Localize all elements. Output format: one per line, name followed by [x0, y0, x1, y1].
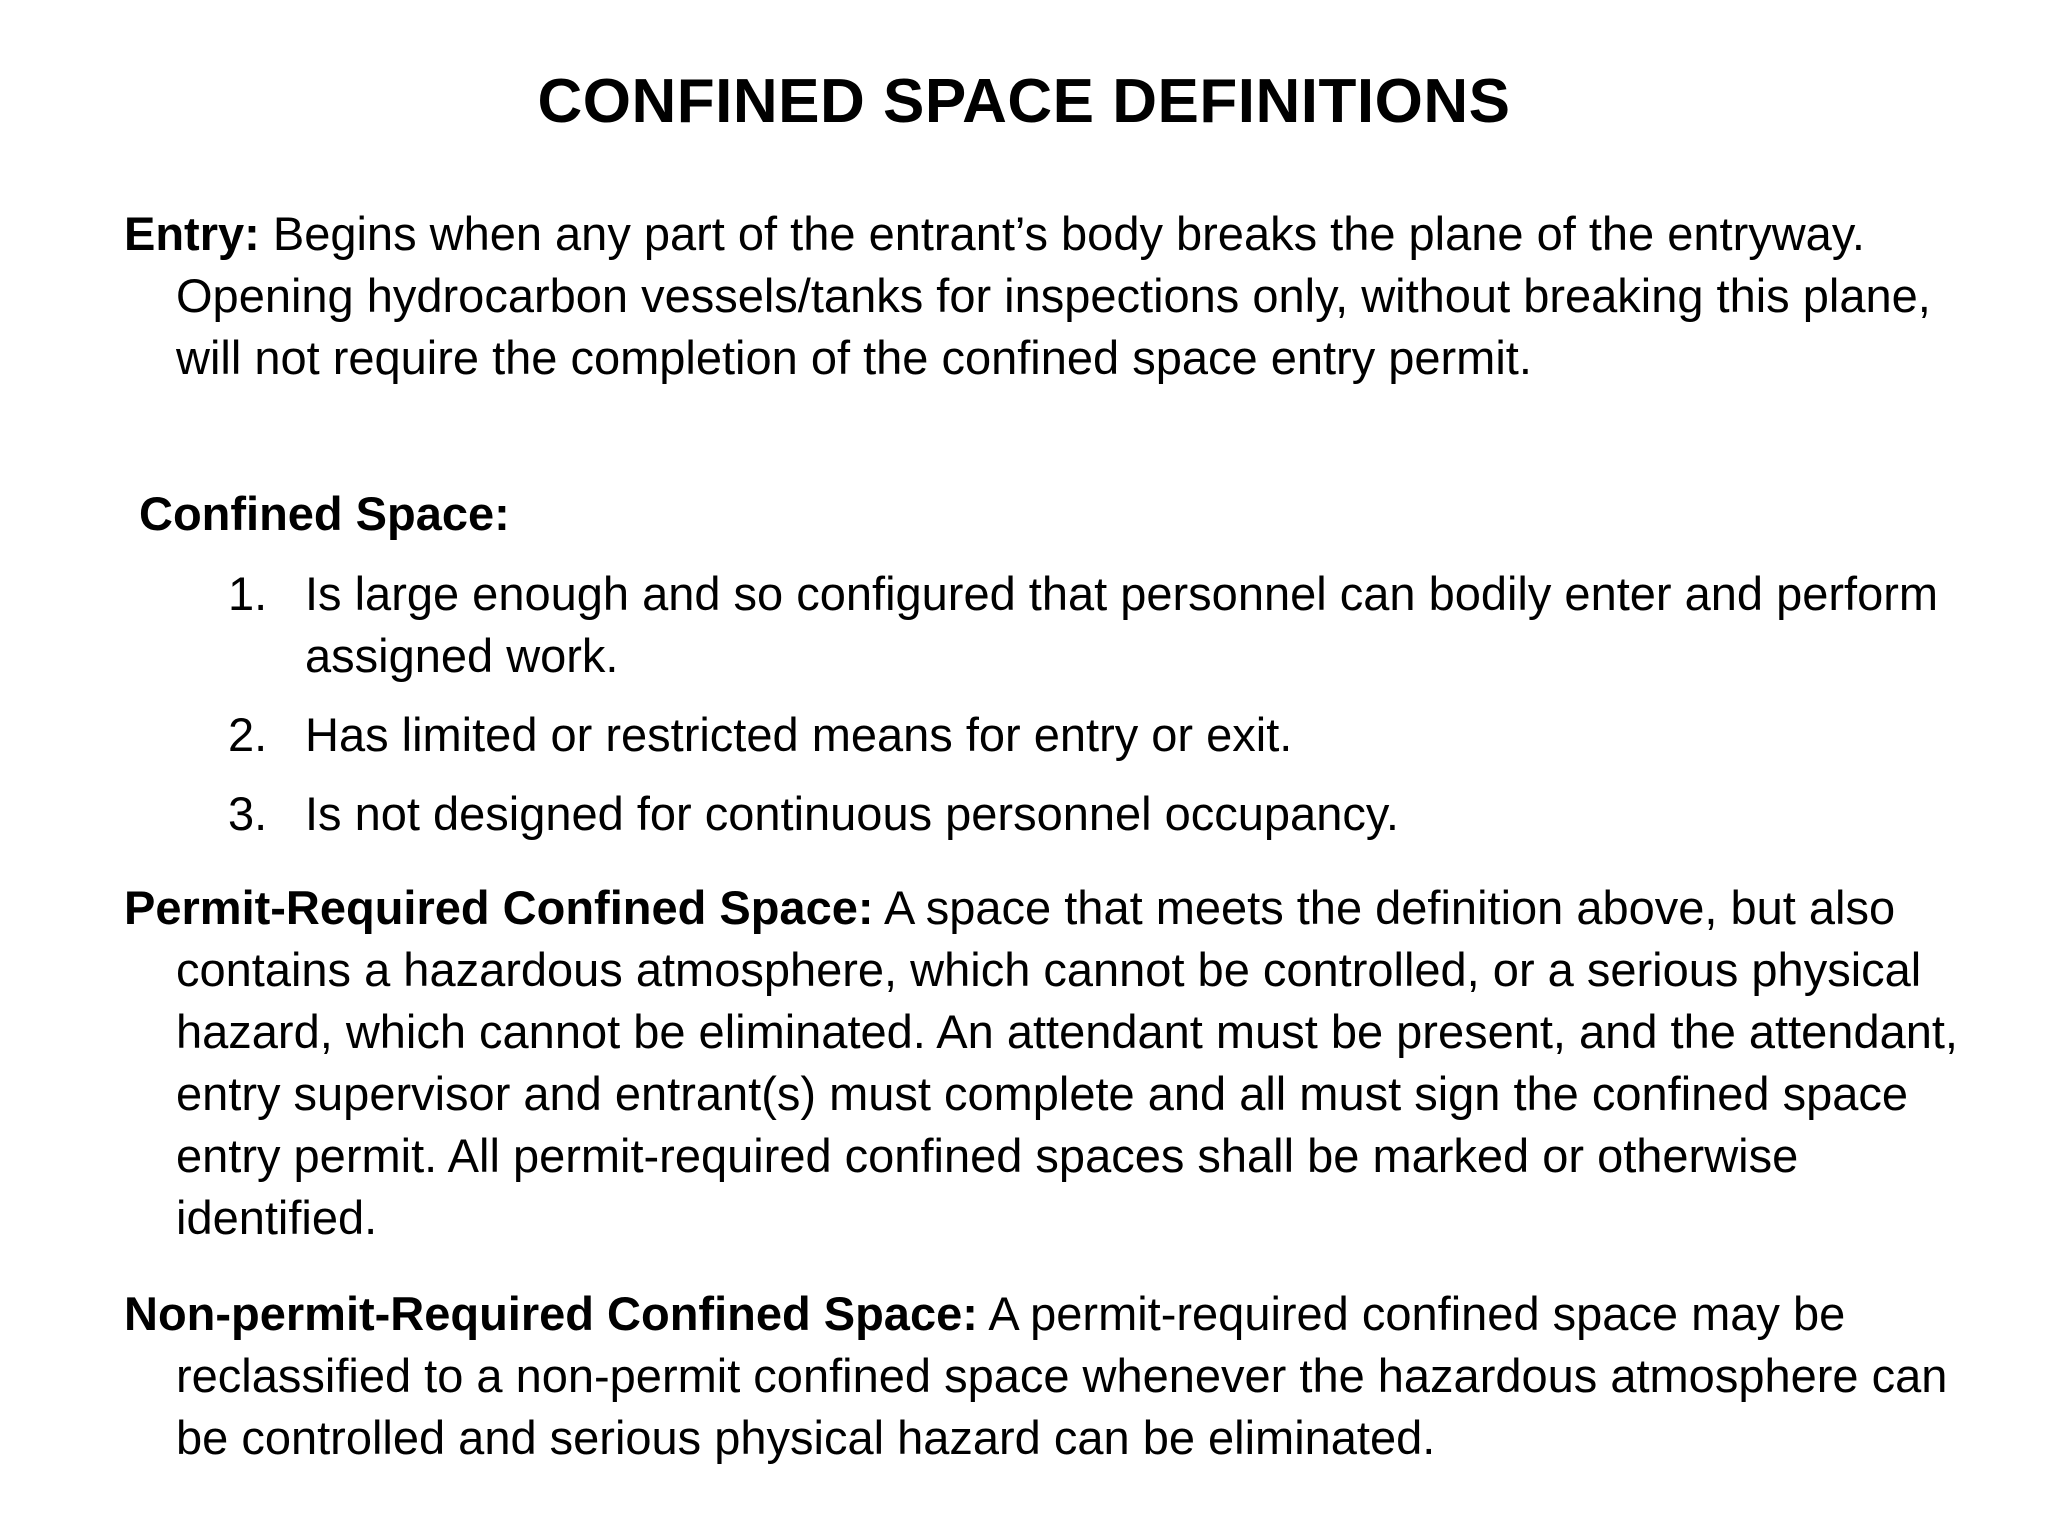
- definition-confined-space-term: Confined Space:: [139, 487, 510, 540]
- list-item-number: 3.: [228, 787, 268, 840]
- page-title: CONFINED SPACE DEFINITIONS: [537, 67, 1511, 136]
- definition-permit-required-term: Permit-Required Confined Space:: [124, 881, 874, 934]
- list-item-text: Is large enough and so configured that personnel can bodily enter and perform assigned work.: [305, 567, 1939, 682]
- definition-non-permit-required-term: Non-permit-Required Confined Space:: [124, 1287, 978, 1340]
- list-item-text: Has limited or restricted means for entry or exit.: [305, 708, 1293, 761]
- list-item: [222, 704, 1982, 766]
- confined-space-criteria-list: [222, 563, 1982, 862]
- list-item-number: 1.: [228, 567, 268, 620]
- definition-permit-required-text: A space that meets the definition above, but also contains a hazardous atmosphere, which cannot be controlled, or a serious physical hazard, which cannot be eliminated. An attendant must be present, and the attendant, entry supervisor and entrant(s) must complete and all must sign the confined space entry permit. All permit-required confined spaces shall be marked or otherwise identified.: [176, 881, 1958, 1244]
- definition-permit-required-body: [124, 877, 1984, 1249]
- definition-non-permit-required-body: [124, 1283, 1984, 1469]
- definition-non-permit-required-text: A permit-required confined space may be reclassified to a non-permit confined space whenever the hazardous atmosphere can be controlled and serious physical hazard can be eliminated.: [176, 1287, 1948, 1464]
- list-item: [222, 563, 1982, 687]
- definition-entry-term: Entry:: [124, 207, 260, 260]
- list-item: [222, 783, 1982, 845]
- definition-entry-text: Begins when any part of the entrant’s body breaks the plane of the entryway. Opening hydrocarbon vessels/tanks for inspections only, without breaking this plane, will not require the completion of the confined space entry permit.: [176, 207, 1931, 384]
- definition-permit-required: [124, 877, 1984, 1249]
- definition-entry-body: [124, 203, 1984, 389]
- list-item-number: 2.: [228, 708, 268, 761]
- definition-entry: [124, 203, 1984, 389]
- list-item-text: Is not designed for continuous personnel occupancy.: [305, 787, 1399, 840]
- definition-non-permit-required: [124, 1283, 1984, 1469]
